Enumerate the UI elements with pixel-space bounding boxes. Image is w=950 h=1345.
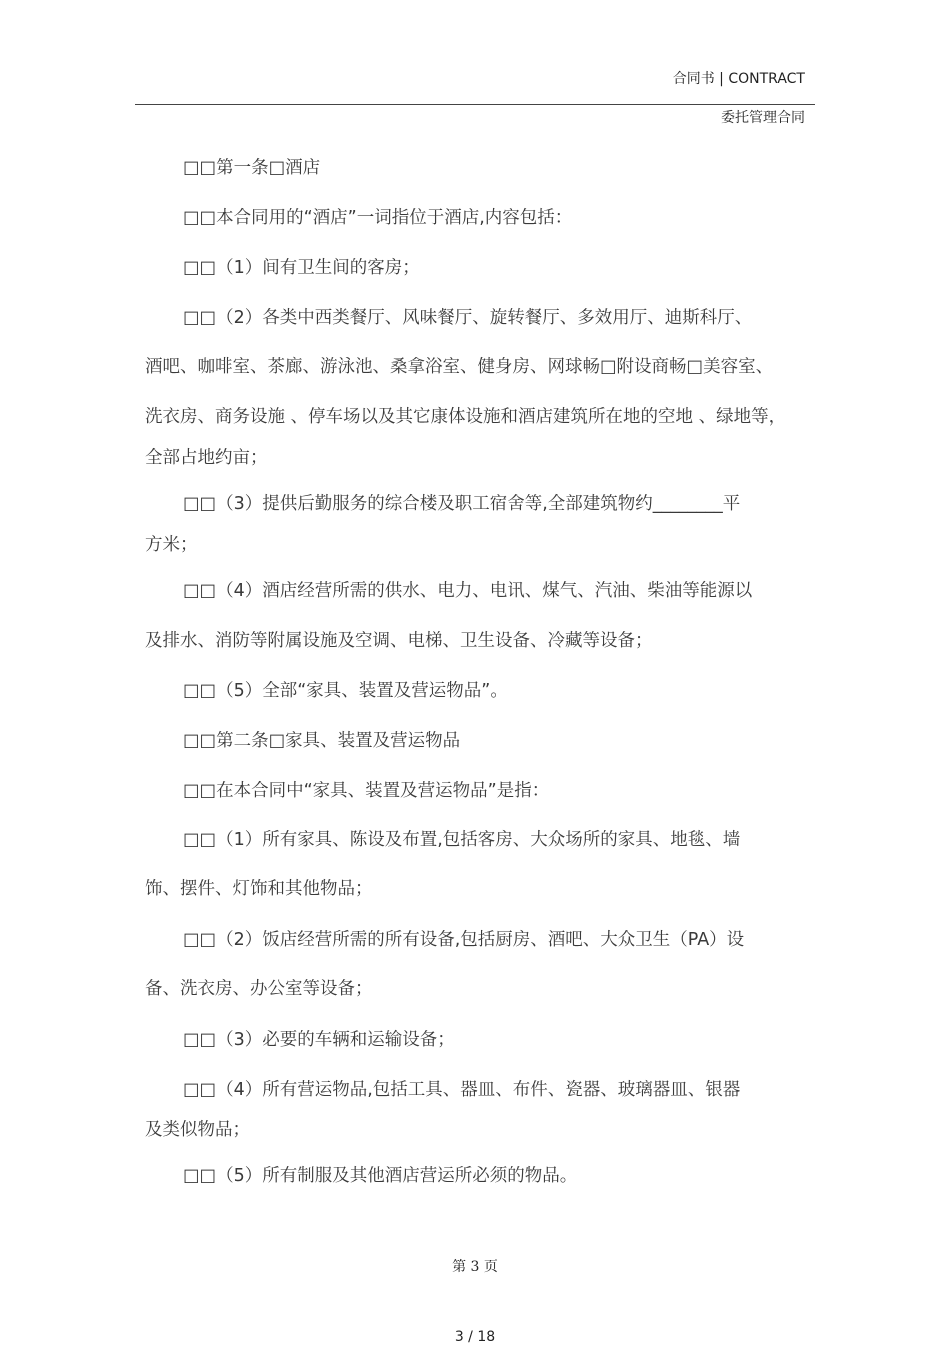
paragraph-line: 饰、摆件、灯饰和其他物品；: [145, 879, 373, 899]
paragraph-line: □□（1）所有家具、陈设及布置,包括客房、大众场所的家具、地毯、墙: [183, 830, 741, 850]
paragraph-line: □□（4）所有营运物品,包括工具、器皿、布件、瓷器、玻璃器皿、银器: [183, 1080, 741, 1100]
paragraph-line: 方米；: [145, 535, 198, 555]
paragraph-line: 备、洗衣房、办公室等设备；: [145, 979, 373, 999]
paragraph-line: □□（2）饭店经营所需的所有设备,包括厨房、酒吧、大众卫生（PA）设: [183, 930, 745, 950]
header-divider: [135, 104, 815, 105]
article-heading: □□第一条□酒店: [183, 158, 321, 178]
paragraph-line: 酒吧、咖啡室、茶廊、游泳池、桑拿浴室、健身房、网球畅□附设商畅□美容室、: [145, 357, 774, 377]
paragraph-line: □□在本合同中“家具、装置及营运物品”是指：: [183, 781, 550, 801]
paragraph-line: 洗衣房、商务设施 、停车场以及其它康体设施和酒店建筑所在地的空地 、绿地等，: [145, 407, 787, 427]
page-number-label: 第 3 页: [452, 1259, 498, 1275]
header-subtitle: 委托管理合同: [721, 110, 805, 126]
paragraph-line: □□（3）必要的车辆和运输设备；: [183, 1030, 455, 1050]
paragraph-line: □□（2）各类中西类餐厅、风味餐厅、旋转餐厅、多效用厅、迪斯科厅、: [183, 308, 753, 328]
article-heading: □□第二条□家具、装置及营运物品: [183, 731, 461, 751]
paragraph-line: □□（5）所有制服及其他酒店营运所必须的物品。: [183, 1166, 578, 1186]
paragraph-line: □□（5）全部“家具、装置及营运物品”。: [183, 681, 508, 701]
paragraph-line: □□（3）提供后勤服务的综合楼及职工宿舍等,全部建筑物约________平: [183, 494, 741, 514]
header-title: 合同书 | CONTRACT: [672, 71, 805, 87]
page-count-indicator: 3 / 18: [454, 1329, 496, 1345]
paragraph-line: □□本合同用的“酒店”一词指位于酒店,内容包括：: [183, 208, 573, 228]
paragraph-line: 及类似物品；: [145, 1120, 250, 1140]
paragraph-line: 全部占地约亩；: [145, 448, 268, 468]
paragraph-line: 及排水、消防等附属设施及空调、电梯、卫生设备、冷藏等设备；: [145, 631, 653, 651]
paragraph-line: □□（1）间有卫生间的客房；: [183, 258, 420, 278]
paragraph-line: □□（4）酒店经营所需的供水、电力、电讯、煤气、汽油、柴油等能源以: [183, 581, 753, 601]
